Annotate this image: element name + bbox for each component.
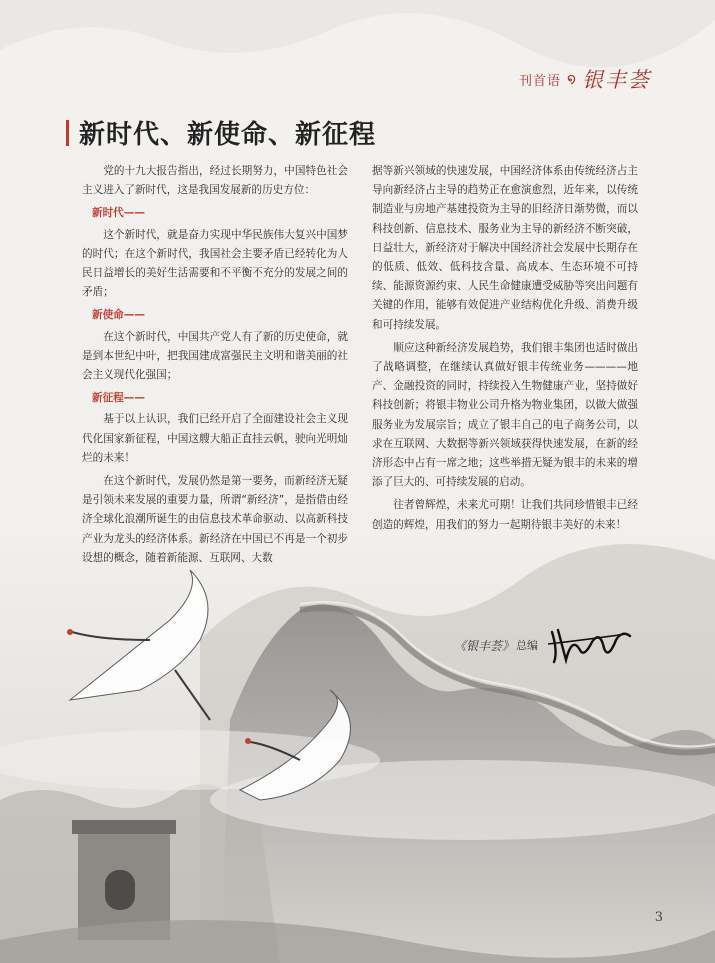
- signature-block: [454, 622, 634, 668]
- page-number: 3: [654, 910, 663, 925]
- article-title: 新时代、新使命、新征程: [79, 120, 377, 150]
- swirl-icon: ໑: [567, 71, 576, 87]
- handwritten-signature-icon: [544, 622, 634, 668]
- signature-role: 总编: [516, 639, 539, 652]
- paragraph: 顺应这种新经济发展趋势，我们银丰集团也适时做出了战略调整，在继续认真做好银丰传统业务————地产、金融投资的同时，持续投入生物健康产业，坚持做好科技创新；将银丰物业公司升格为物业集团，以做大做强服务业为发展宗旨；成立了银丰自己的电子商务公司，以求在互联网、大数据等新兴领域获得快速发展，在新的经济形态中占有一席之地；这些举措无疑为银丰的未来的增添了巨大的、可持续发展的启动。: [372, 341, 638, 489]
- paragraph: 在这个新时代，中国共产党人有了新的历史使命，就是到本世纪中叶，把我国建成富强民主文明和谐美丽的社会主义现代化强国；: [82, 330, 348, 382]
- title-accent-bar: [66, 120, 69, 146]
- paragraph: 这个新时代，就是奋力实现中华民族伟大复兴中国梦的时代；在这个新时代，我国社会主要矛盾已经转化为人民日益增长的美好生活需要和不平衡不充分的发展之间的矛盾；: [82, 228, 348, 299]
- paragraph: 党的十九大报告指出，经过长期努力，中国特色社会主义进入了新时代，这是我国发展新的历史方位：: [82, 165, 348, 197]
- page-header: [519, 64, 651, 94]
- subheading-new-mission: 新使命——: [92, 309, 145, 322]
- section-label: 刊首语: [519, 73, 562, 89]
- article-title-block: [66, 114, 376, 151]
- paragraph: 基于以上认识，我们已经开启了全面建设社会主义现代化国家新征程，中国这艘大船正直挂云帆，驶向光明灿烂的未来！: [82, 413, 348, 464]
- subheading-new-era: 新时代——: [92, 207, 145, 220]
- paragraph: 往者曾辉煌，未来尤可期！让我们共同珍惜银丰已经创造的辉煌，用我们的努力一起期待银丰美好的未来！: [372, 499, 638, 531]
- magazine-logo: 银丰荟: [582, 68, 651, 92]
- subheading-new-journey: 新征程——: [92, 392, 145, 405]
- right-column: [372, 162, 638, 539]
- signature-brand: 《银丰荟》: [454, 638, 515, 653]
- paragraph: 在这个新时代，发展仍然是第一要务，而新经济无疑是引领未来发展的重要力量，所谓“新经济”，是指借由经济全球化浪潮所诞生的由信息技术革命驱动、以高新科技产业为龙头的经济体系。新经济在中国已不再是一个初步设想的概念，随着新能源、互联网、大数: [82, 475, 348, 564]
- left-column: [82, 162, 348, 572]
- paragraph: 据等新兴领域的快速发展，中国经济体系由传统经济占主导向新经济占主导的趋势正在愈演愈烈，近年来，以传统制造业与房地产基建投资为主导的旧经济日渐势微，而以科技创新、信息技术、服务业为主导的新经济不断突破，日益壮大，新经济对于解决中国经济社会发展中长期存在的低质、低效、低科技含量、高成本、生态环境不可持续、能源资源约束、人民生命健康遭受威胁等突出问题有关键的作用，能够有效促进产业结构优化升级、消费升级和可持续发展。: [372, 165, 638, 331]
